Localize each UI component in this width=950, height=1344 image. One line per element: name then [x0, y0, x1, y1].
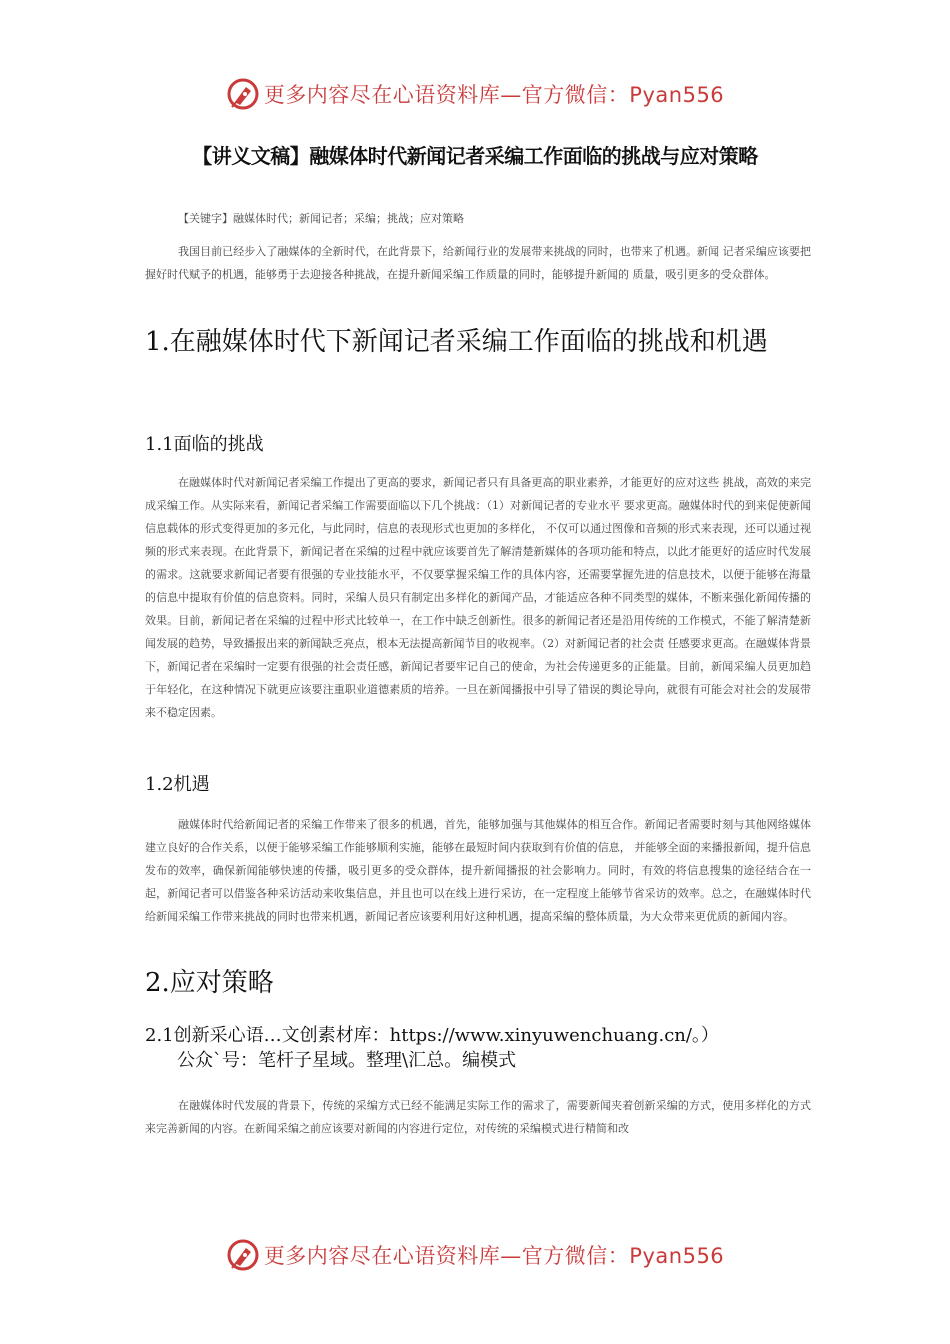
section-1-2-paragraph: 融媒体时代给新闻记者的采编工作带来了很多的机遇，首先，能够加强与其他媒体的相互合作。新闻记者需要时刻与其他网络媒体建立良好的合作关系，以便于能够采编工作能够顺利实施，能够在最短时间内获取到有价值的信息， 并能够全面的来播报新闻，提升信息发布的效率，确保新闻能够快速的传播，吸引更多的受众群体，提升新闻播报的社会影响力。同时，有效的将信息搜集的途径结合在一起，新闻记者可以借鉴各种采访活动来收集信息，并且也可以在线上进行采访，在一定程度上能够节省采访的效率。总之，在融媒体时代给新闻采编工作带来挑战的同时也带来机遇，新闻记者应该要利用好这种机遇，提高采编的整体质量，为大众带来更优质的新闻内容。: [145, 818, 811, 923]
pen-nib-logo-icon: [226, 1238, 260, 1272]
section-1-1-paragraph: 在融媒体时代对新闻记者采编工作提出了更高的要求，新闻记者只有具备更高的职业素养，才能更好的应对这些 挑战，高效的来完成采编工作。从实际来看，新闻记者采编工作需要面临以下几个挑战：（1）对新闻记者的专业水平 要求更高。融媒体时代的到来促使新闻信息载体的形式变得更加的多元化，与此同时，信息的表现形式也更加的多样化， 不仅可以通过图像和音频的形式来表现，还可以通过视频的形式来表现。在此背景下，新闻记者在采编的过程中就应该要首先了解清楚新媒体的各项功能和特点，以此才能更好的适应时代发展的需求。这就要求新闻记者要有很强的专业技能水平，不仅要掌握采编工作的具体内容，还需要掌握先进的信息技术，以便于能够在海量的信息中提取有价值的信息资料。同时，采编人员只有制定出多样化的新闻产品，才能适应各种不同类型的媒体，不断来强化新闻传播的效果。目前，新闻记者在采编的过程中形式比较单一，在工作中缺乏创新性。很多的新闻记者还是沿用传统的工作模式，不能了解清楚新闻发展的趋势，导致播报出来的新闻缺乏亮点，根本无法提高新闻节目的收视率。（2）对新闻记者的社会责 任感要求更高。在融媒体背景下，新闻记者在采编时一定要有很强的社会责任感，新闻记者要牢记自己的使命，为社会传递更多的正能量。目前，新闻采编人员更加趋于年轻化，在这种情况下就更应该要注重职业道德素质的培养。一旦在新闻播报中引导了错误的舆论导向，就很有可能会对社会的发展带来不稳定因素。: [145, 476, 811, 719]
section-1-2-heading: 1.2机遇: [145, 774, 210, 795]
section-1-1-heading: 1.1面临的挑战: [145, 434, 264, 455]
footer-banner: [0, 1235, 950, 1275]
banner-text: 更多内容尽在心语资料库—官方微信：Pyan556: [263, 1244, 725, 1268]
header-banner: [0, 74, 950, 114]
section-2-1-heading-line2: 公众`号：笔杆子星域。整理\汇总。编模式: [177, 1050, 517, 1071]
banner-text: 更多内容尽在心语资料库—官方微信：Pyan556: [263, 83, 725, 107]
intro-paragraph: 我国目前已经步入了融媒体的全新时代，在此背景下，给新闻行业的发展带来挑战的同时，也带来了机遇。新闻 记者采编应该要把握好时代赋予的机遇，能够勇于去迎接各种挑战，在提升新闻采编工作质量的同时，能够提升新闻的 质量，吸引更多的受众群体。: [145, 245, 811, 281]
section-2-1-paragraph: 在融媒体时代发展的背景下，传统的采编方式已经不能满足实际工作的需求了，需要新闻夹着创新采编的方式，使用多样化的方式来完善新闻的内容。在新闻采编之前应该要对新闻的内容进行定位，对传统的采编模式进行精简和改: [145, 1099, 811, 1135]
section-2-1-heading: [145, 1023, 845, 1073]
pen-nib-logo-icon: [226, 77, 260, 111]
section-1-heading: 1.在融媒体时代下新闻记者采编工作面临的挑战和机遇: [145, 327, 768, 357]
document-title: 【讲义文稿】融媒体时代新闻记者采编工作面临的挑战与应对策略: [192, 144, 758, 168]
keywords-line: 【关键字】融媒体时代；新闻记者；采编；挑战；应对策略: [178, 212, 464, 225]
section-2-1-heading-line1: 2.1创新采心语…文创素材库：https://www.xinyuwenchuang.cn/。）: [145, 1025, 719, 1046]
section-2-heading: 2.应对策略: [145, 968, 274, 998]
